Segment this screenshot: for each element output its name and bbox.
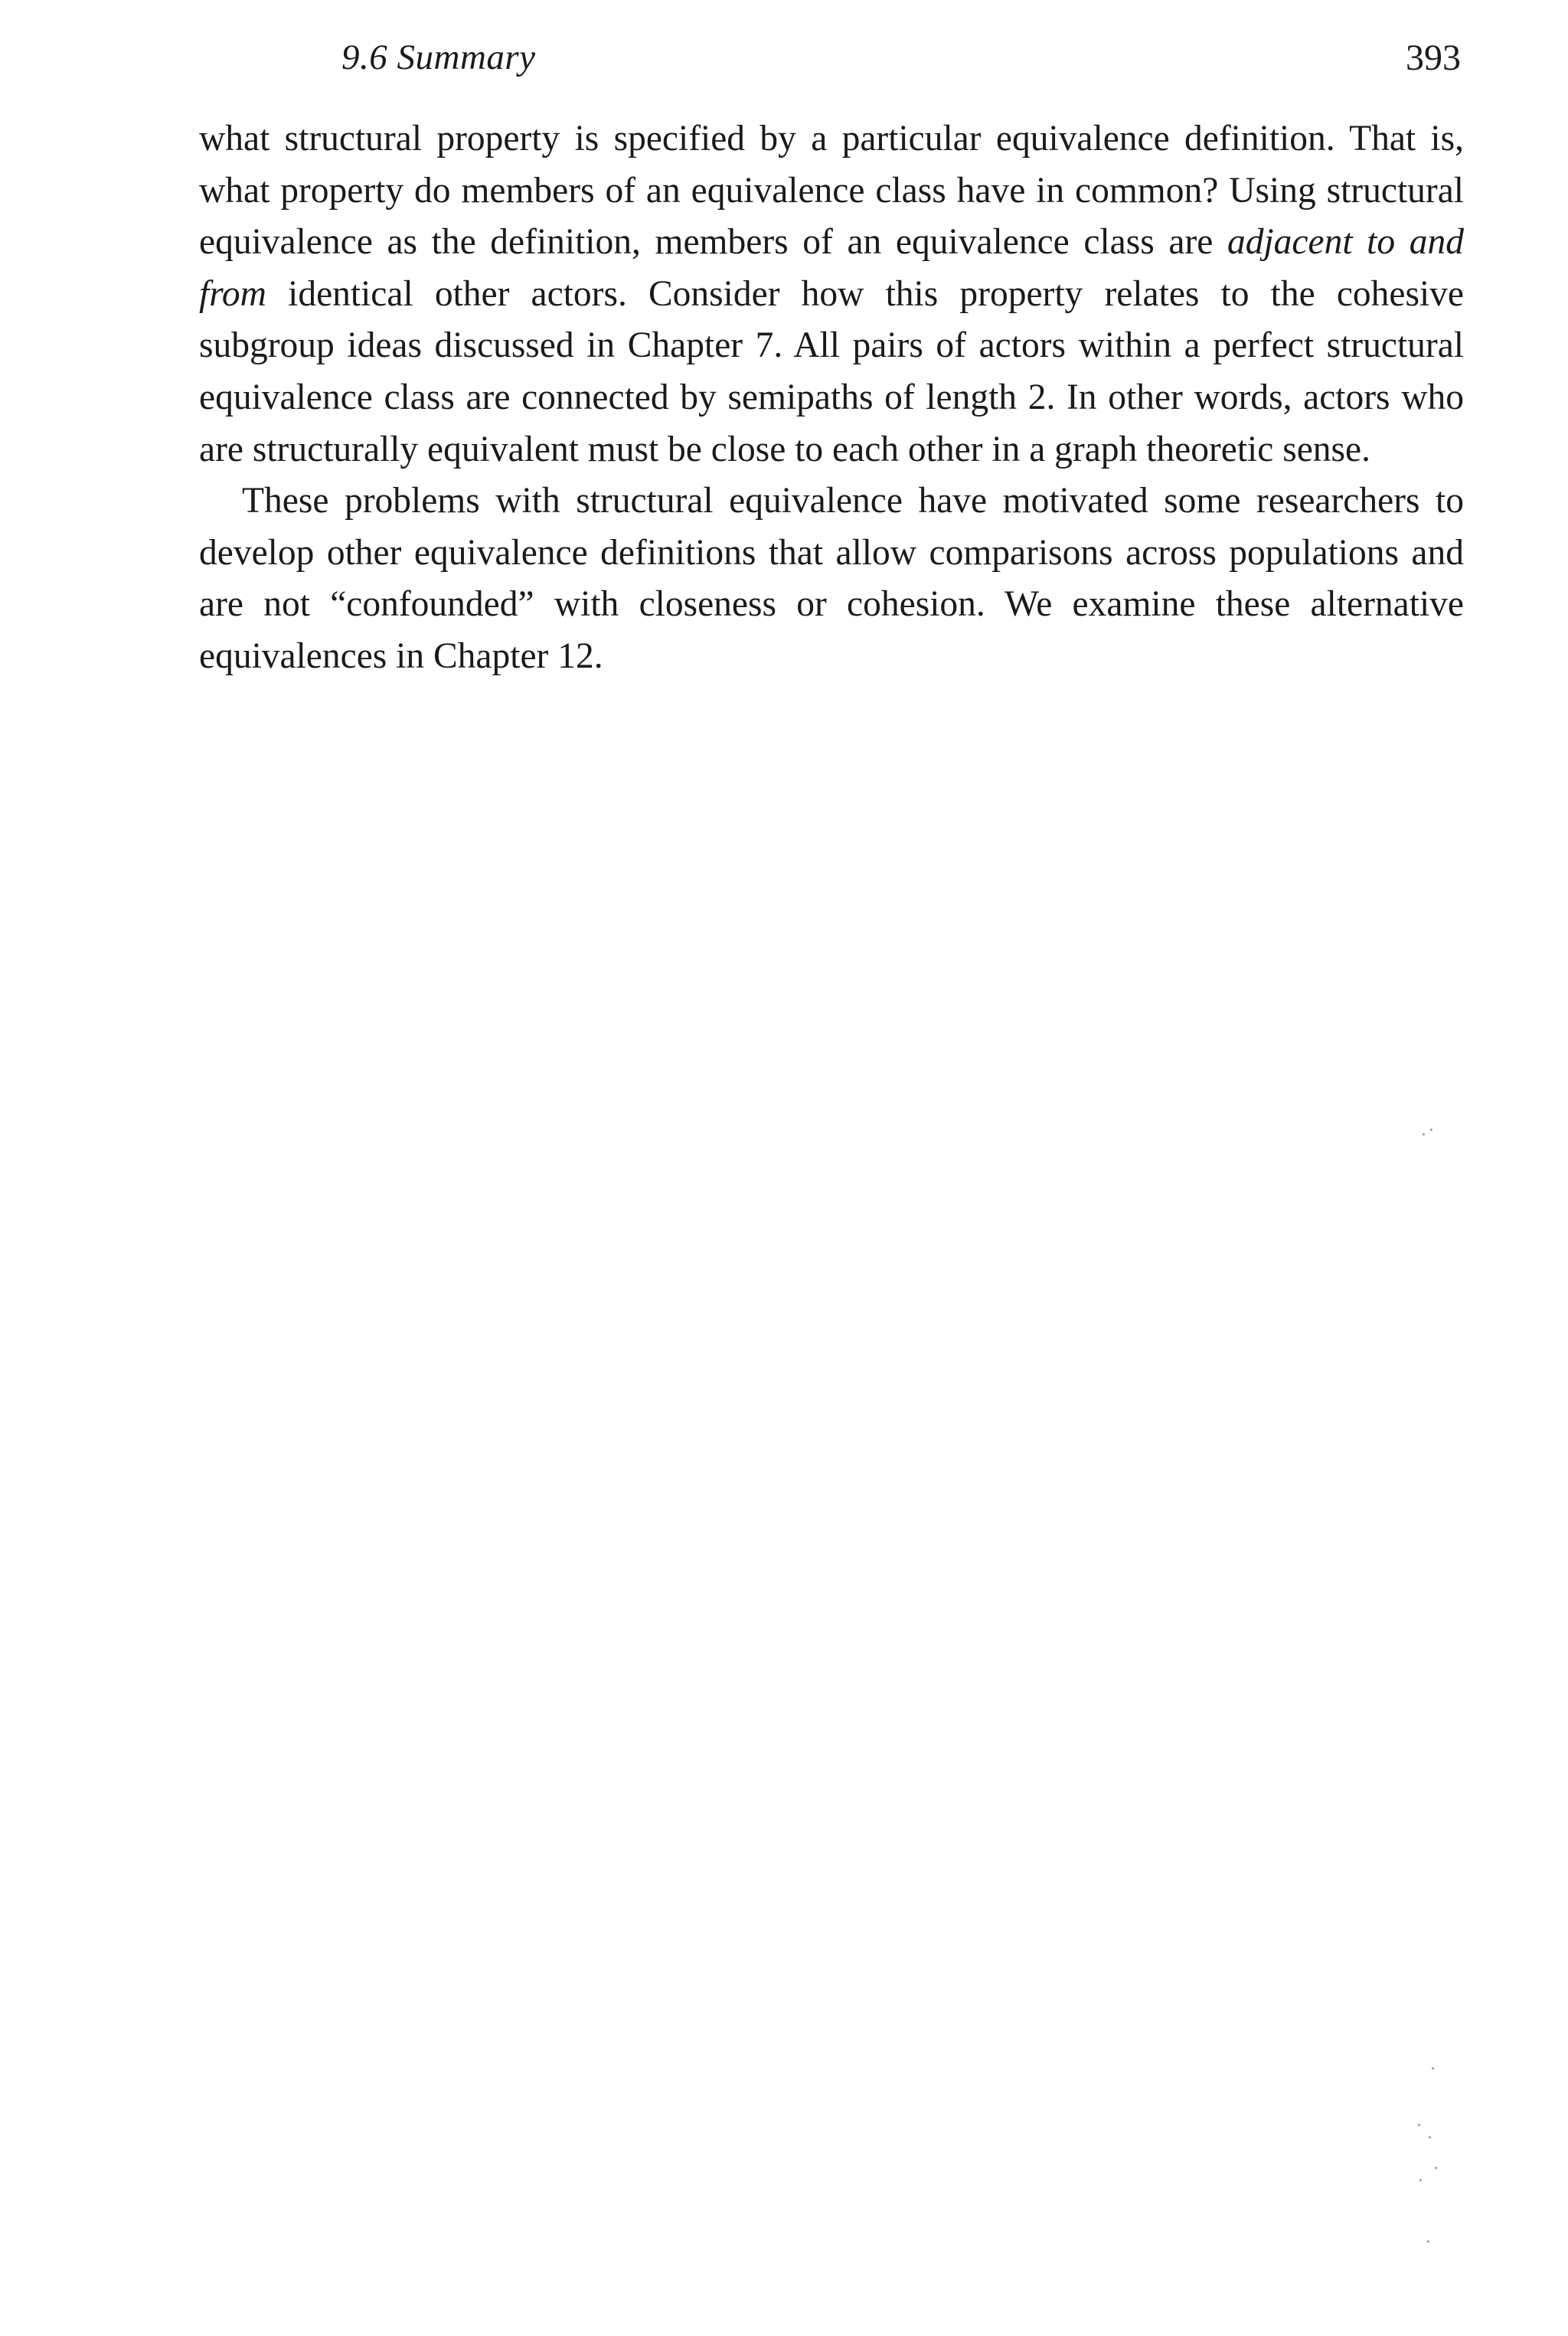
paragraph-2: These problems with structural equivalence have motivated some researchers to develop other equivalence definitions that allow comparisons across populations and are not “confounded” with closeness or cohesion. We examine these alternative equivalences in Chapter 12. bbox=[199, 481, 1464, 676]
page-number: 393 bbox=[1406, 38, 1461, 78]
scan-speck bbox=[1435, 2167, 1437, 2169]
running-head bbox=[199, 37, 1461, 90]
paragraph-1 bbox=[199, 113, 1464, 475]
scan-speck bbox=[1429, 2136, 1431, 2138]
scan-speck bbox=[1430, 1129, 1432, 1131]
section-title: 9.6 Summary bbox=[341, 38, 536, 77]
scan-speck bbox=[1418, 2124, 1420, 2126]
paragraph-1-text-start: what structural property is specified by a particular equivalence definition. That is, what property do members of an equivalence class have in common? Using structural equivalence as the definition, members of an equivalence class are bbox=[199, 119, 1464, 263]
scan-speck bbox=[1427, 2240, 1429, 2243]
emphasis-adjacent-to-and-from: adjacent to and from bbox=[199, 222, 1464, 314]
paragraph-1-text-end: identical other actors. Consider how this property relates to the cohesive subgroup ideas discussed in Chapter 7. All pairs of actors within a perfect structural equivalence class are connected by semipaths of length 2. In other words, actors who are structurally equivalent must be close to each other in a graph theoretic sense. bbox=[199, 273, 1464, 469]
body-text bbox=[199, 113, 1464, 683]
scan-speck bbox=[1419, 2179, 1422, 2181]
scan-speck bbox=[1423, 1133, 1425, 1135]
scan-speck bbox=[1432, 2067, 1434, 2070]
